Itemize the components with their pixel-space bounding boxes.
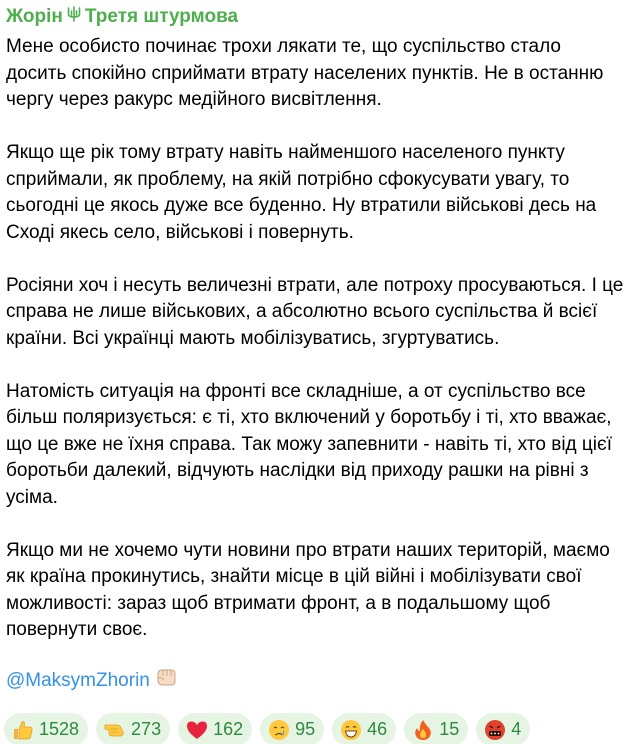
reaction-grinning-face[interactable] [332, 713, 396, 744]
reaction-count: 4 [511, 719, 522, 739]
reaction-count: 15 [439, 719, 460, 739]
message-paragraph: Мене особисто починає трохи лякати те, що суспільство стало досить спокійно сприймати втрату населених пунктів. Не в останню чергу через ракурс медійного висвітлення. [6, 36, 604, 110]
reaction-count: 1528 [39, 719, 80, 739]
trident-icon [67, 6, 81, 28]
message-paragraph: Росіяни хоч і несуть величезні втрати, але потроху просуваються. І це справа не лише військових, а абсолютно всього суспільства й всієї країни. Всі українці мають мобілізуватись, згуртуватись. [6, 274, 624, 349]
salute-icon [103, 718, 127, 742]
author-mention-link[interactable]: @MaksymZhorin [6, 670, 150, 691]
channel-name: Жорін [6, 6, 63, 27]
crying-face-icon [267, 718, 291, 742]
reaction-count: 95 [295, 719, 316, 739]
reaction-crying-face[interactable] [260, 713, 324, 744]
reaction-cursing-face[interactable] [476, 713, 530, 744]
message-paragraph: Якщо ми не хочемо чути новини про втрати наших територій, маємо як країна прокинутись, знайти місце в цій війні і мобілізувати свої можливості: зараз щоб втримати фронт, а в подальшому щоб повернути своє. [6, 539, 610, 640]
reactions-bar [4, 713, 530, 744]
red-heart-icon [185, 718, 209, 742]
brigade-name: Третя штурмова [84, 6, 239, 27]
thumbs-up-icon [11, 718, 35, 742]
signature [6, 666, 625, 693]
fire-icon [411, 718, 435, 742]
cursing-face-icon [483, 718, 507, 742]
reaction-salute[interactable] [96, 713, 170, 744]
reaction-red-heart[interactable] [178, 713, 252, 744]
fist-bump-icon [154, 666, 178, 697]
reaction-count: 46 [367, 719, 388, 739]
reaction-fire[interactable] [404, 713, 468, 744]
reaction-count: 273 [131, 719, 162, 739]
post-author[interactable] [6, 6, 625, 28]
reaction-thumbs-up[interactable] [4, 713, 88, 744]
message-paragraph: Натомість ситуація на фронті все складніше, а от суспільство все більш поляризується: є ті, хто включений у боротьбу і ті, хто вважає, що це вже не їхня справа. Так можу запевнити - навіть ті, хто від цієї боротьби далекий, відчують наслідки від приходу рашки на рівні з усіма. [6, 380, 612, 508]
reaction-count: 162 [213, 719, 244, 739]
message-text [6, 34, 625, 644]
message-paragraph: Якщо ще рік тому втрату навіть найменшого населеного пункту сприймали, як проблему, на якій потрібно сфокусувати увагу, то сьогодні це якось дуже все буденно. Ну втратили військові десь на Сході якесь село, військові і повернуть. [6, 142, 597, 243]
grinning-face-icon [339, 718, 363, 742]
